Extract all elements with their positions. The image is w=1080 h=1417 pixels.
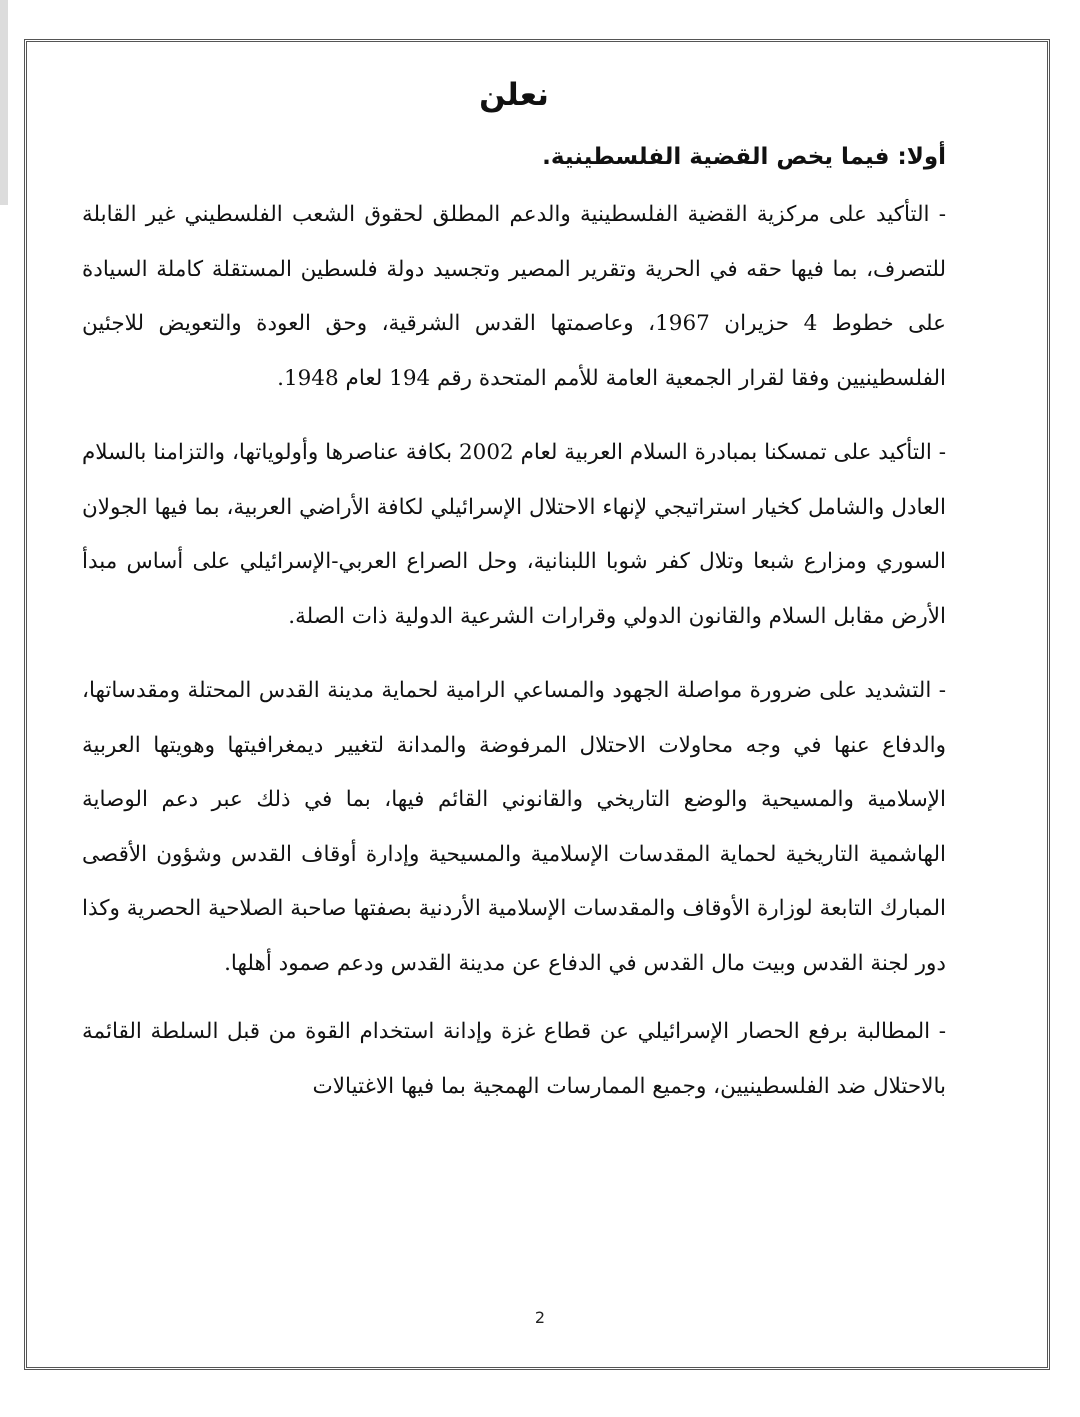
document-body <box>82 75 946 1114</box>
section-heading: أولا: فيما يخص القضية الفلسطينية. <box>542 144 946 170</box>
paragraph-arab-peace-initiative: - التأكيد على تمسكنا بمبادرة السلام العربية لعام 2002 بكافة عناصرها وأولوياتها، والتزامنا بالسلام العادل والشامل كخيار استراتيجي لإنهاء الاحتلال الإسرائيلي لكافة الأراضي العربية، بما فيها الجولان السوري ومزارع شبعا وتلال كفر شوبا اللبنانية، وحل الصراع العربي-الإسرائيلي على أساس مبدأ الأرض مقابل السلام والقانون الدولي وقرارات الشرعية الدولية ذات الصلة. <box>82 440 946 629</box>
page-title: نعلن <box>479 77 549 113</box>
scrollbar-thumb[interactable] <box>0 0 8 205</box>
paragraph-palestinian-rights: - التأكيد على مركزية القضية الفلسطينية والدعم المطلق لحقوق الشعب الفلسطيني غير القابلة للتصرف، بما فيها حقه في الحرية وتقرير المصير وتجسيد دولة فلسطين المستقلة كاملة السيادة على خطوط 4 حزيران 1967، وعاصمتها القدس الشرقية، وحق العودة والتعويض للاجئين الفلسطينيين وفقا لقرار الجمعية العامة للأمم المتحدة رقم 194 لعام 1948. <box>82 202 947 391</box>
paragraph-gaza: - المطالبة برفع الحصار الإسرائيلي عن قطاع غزة وإدانة استخدام القوة من قبل السلطة القائمة بالاحتلال ضد الفلسطينيين، وجميع الممارسات الهمجية بما فيها الاغتيالات <box>82 1019 946 1099</box>
page-number: 2 <box>534 1308 546 1327</box>
paragraph-jerusalem: - التشديد على ضرورة مواصلة الجهود والمساعي الرامية لحماية مدينة القدس المحتلة ومقدساتها، والدفاع عنها في وجه محاولات الاحتلال المرفوضة والمدانة لتغيير ديمغرافيتها وهويتها العربية الإسلامية والمسيحية والوضع التاريخي والقانوني القائم فيها، بما في ذلك عبر دعم الوصاية الهاشمية التاريخية لحماية المقدسات الإسلامية والمسيحية وإدارة أوقاف القدس وشؤون الأقصى المبارك التابعة لوزارة الأوقاف والمقدسات الإسلامية الأردنية بصفتها صاحبة الصلاحية الحصرية وكذا دور لجنة القدس وبيت مال القدس في الدفاع عن مدينة القدس ودعم صمود أهلها. <box>82 678 946 976</box>
